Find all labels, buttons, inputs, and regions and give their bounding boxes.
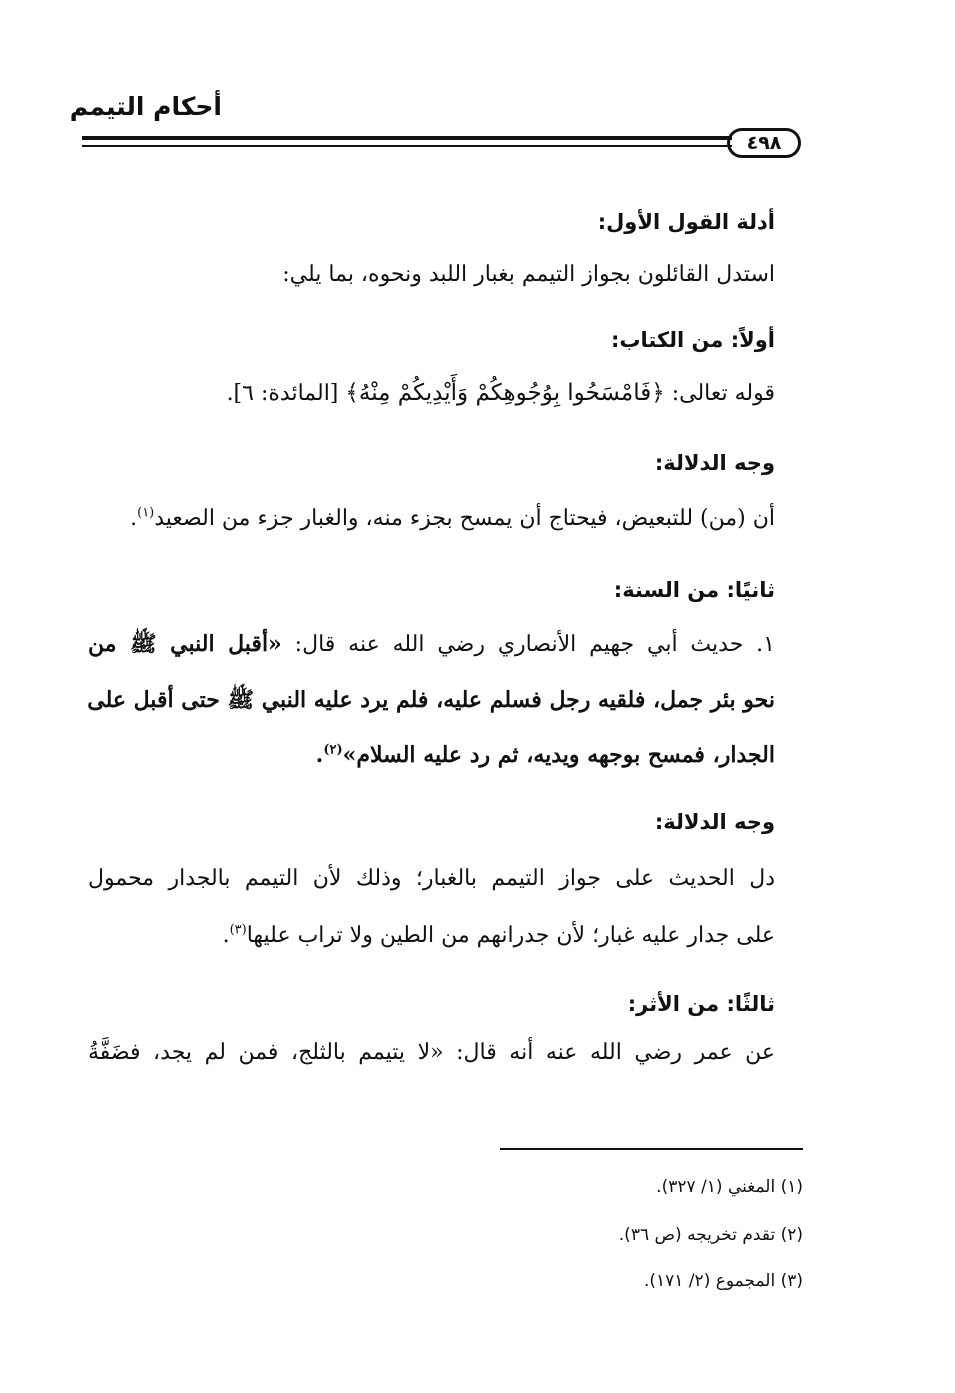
- footnote-ref-1: (١): [137, 505, 155, 521]
- evidence-1-text: أن (من) للتبعيض، فيحتاج أن يمسح بجزء منه، والغبار جزء من الصعيد: [154, 506, 775, 531]
- running-title: أحكام التيمم: [69, 92, 222, 121]
- heading-evidence-first-opinion: أدلة القول الأول:: [597, 210, 775, 234]
- footnote-ref-3: (٣): [229, 922, 247, 938]
- header-rule-thin: [82, 145, 732, 147]
- page-number: ٤٩٨: [727, 128, 801, 158]
- hadith-line-2: نحو بئر جمل، فلقيه رجل فسلم عليه، فلم يرد عليه النبي ﷺ حتى أقبل على: [87, 687, 775, 713]
- evidence-2-line-1: دل الحديث على جواز التيمم بالغبار؛ وذلك لأن التيمم بالجدار محمول: [88, 866, 775, 891]
- footnote-3: (٣) المجموع (٢/ ١٧١).: [643, 1271, 803, 1291]
- hadith-line-1: [88, 630, 775, 662]
- heading-from-athar: ثالثًا: من الأثر:: [627, 992, 775, 1016]
- heading-point-of-evidence-2: وجه الدلالة:: [654, 810, 775, 834]
- heading-from-sunnah: ثانيًا: من السنة:: [613, 578, 775, 602]
- paragraph-evidence-1: [130, 506, 775, 531]
- footnote-1: (١) المغني (١/ ٣٢٧).: [656, 1177, 803, 1197]
- quran-verse: ﴿فَامْسَحُوا بِوُجُوهِكُمْ وَأَيْدِيكُمْ مِنْهُ﴾: [345, 380, 665, 406]
- evidence-2-text: على جدار عليه غبار؛ لأن جدرانهم من الطين ولا تراب عليها: [246, 923, 775, 948]
- footnote-2: (٢) تقدم تخريجه (ص ٣٦).: [618, 1225, 803, 1245]
- hadith-line-3: [316, 742, 775, 768]
- footnote-ref-2: (٢): [323, 742, 343, 758]
- heading-from-quran: أولاً: من الكتاب:: [610, 328, 775, 352]
- hadith-period: .: [315, 742, 324, 768]
- evidence-1-period: .: [130, 506, 138, 531]
- header-rule-thick: [82, 136, 732, 140]
- footnote-separator: [500, 1148, 803, 1150]
- evidence-2-line-2: [223, 923, 775, 948]
- evidence-2-period: .: [222, 923, 230, 948]
- ayah-reference: [المائدة: ٦].: [226, 381, 346, 406]
- athar-line-1: عن عمر رضي الله عنه أنه قال: «لا يتيمم بالثلج، فمن لم يجد، فضَفَّةُ: [88, 1040, 775, 1065]
- hadith-intro: ١. حديث أبي جهيم الأنصاري رضي الله عنه قال:: [281, 632, 775, 657]
- paragraph-ayah: [227, 380, 775, 406]
- hadith-text-end: الجدار، فمسح بوجهه ويديه، ثم رد عليه السلام»: [342, 742, 775, 768]
- heading-point-of-evidence: وجه الدلالة:: [654, 451, 775, 475]
- ayah-intro: قوله تعالى:: [664, 381, 775, 406]
- paragraph-intro: استدل القائلون بجواز التيمم بغبار اللبد ونحوه، بما يلي:: [282, 262, 775, 287]
- hadith-text-start: «أقبل النبي ﷺ من: [88, 631, 282, 657]
- header-rule: [82, 136, 732, 152]
